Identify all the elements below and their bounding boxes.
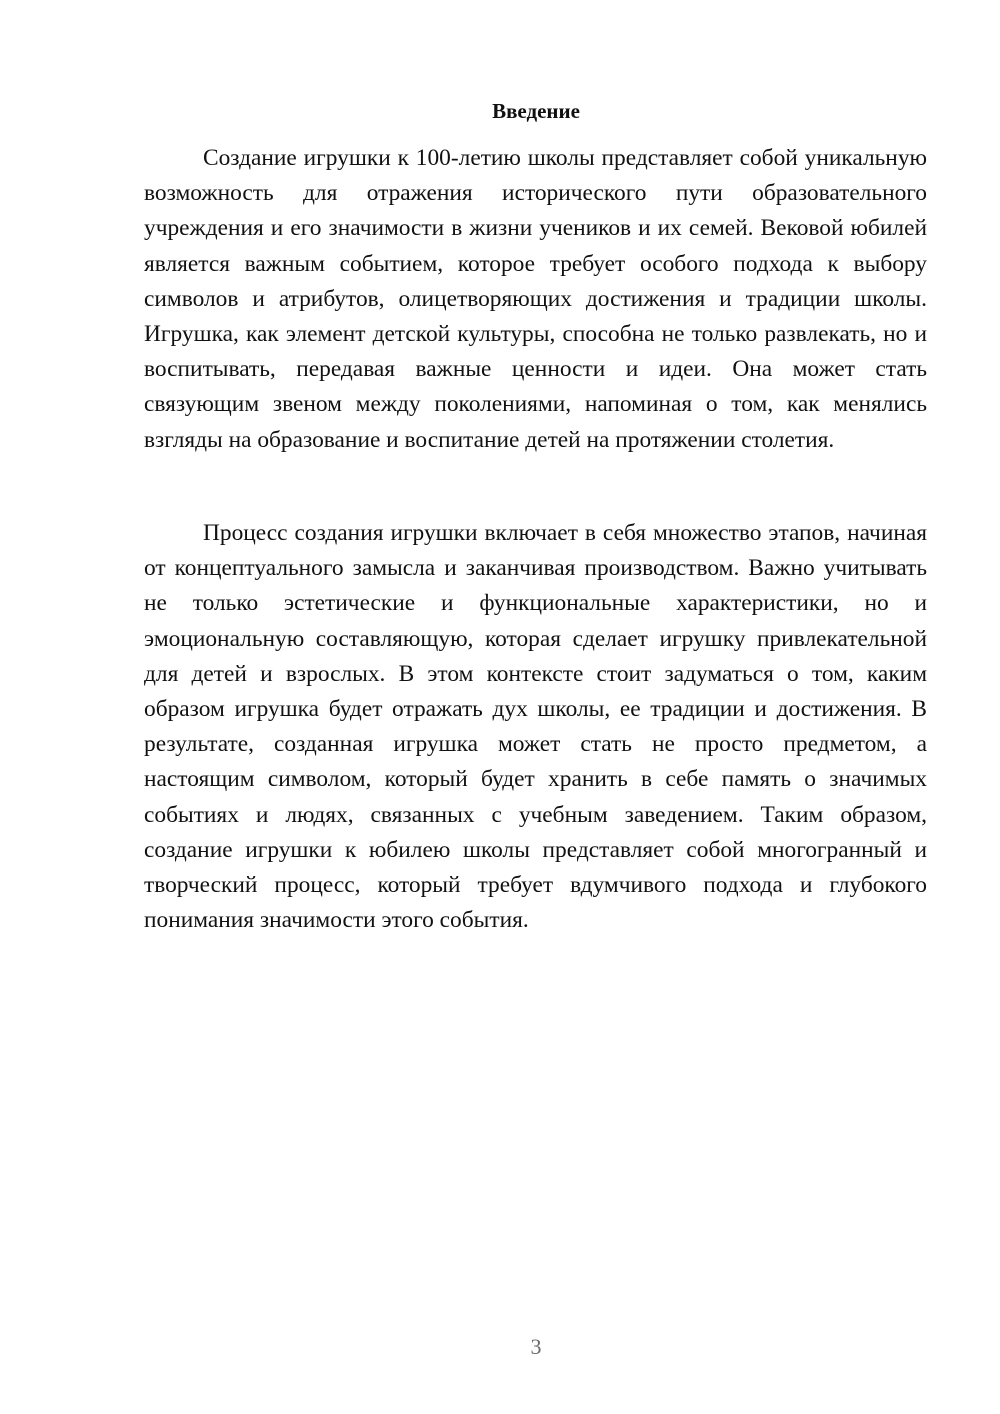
- page-number: 3: [530, 1334, 542, 1359]
- paragraph-2: Процесс создания игрушки включает в себя множество этапов, начиная от концептуального замысла и заканчивая производством. Важно учитывать не только эстетические и функциональные характеристики, но и эмоциональную составляющую, которая сделает игрушку привлекательной для детей и взрослых. В этом контексте стоит задуматься о том, каким образом игрушка будет отражать дух школы, ее традиции и достижения. В результате, созданная игрушка может стать не просто предметом, а настоящим символом, который будет хранить в себе память о значимых событиях и людях, связанных с учебным заведением. Таким образом, создание игрушки к юбилею школы представляет собой многогранный и творческий процесс, который требует вдумчивого подхода и глубокого понимания значимости этого события.: [144, 520, 927, 934]
- paragraph-1: Создание игрушки к 100-летию школы представляет собой уникальную возможность для отражения исторического пути образовательного учреждения и его значимости в жизни учеников и их семей. Вековой юбилей является важным событием, которое требует особого подхода к выбору символов и атрибутов, олицетворяющих достижения и традиции школы. Игрушка, как элемент детской культуры, способна не только развлекать, но и воспитывать, передавая важные ценности и идеи. Она может стать связующим звеном между поколениями, напоминая о том, как менялись взгляды на образование и воспитание детей на протяжении столетия.: [144, 145, 927, 453]
- section-heading: Введение: [492, 99, 580, 123]
